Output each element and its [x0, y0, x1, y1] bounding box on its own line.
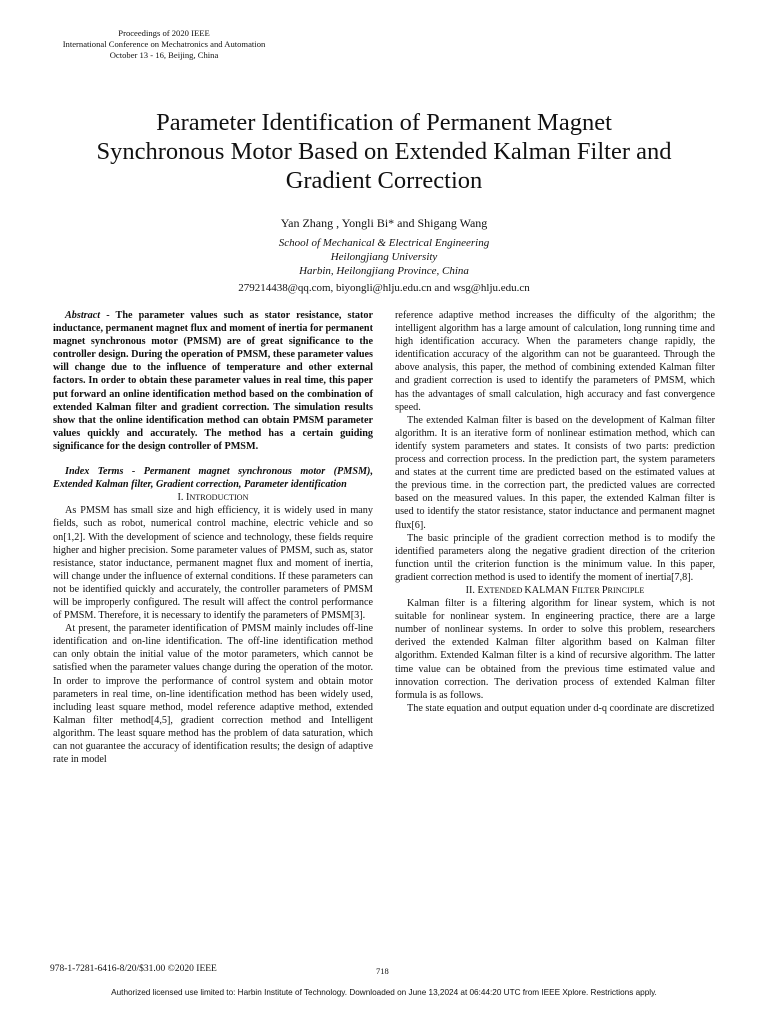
section-heading-ekf: II. EXTENDED KALMAN FILTER PRINCIPLE: [465, 584, 645, 596]
intro-paragraph-2: At present, the parameter identification of PMSM mainly includes off-line identification and on-line identification. The off-line identification method can only obtain the initial value of the motor parameters, which cannot be satisfied when the parameter values change during the operation of the motor. In order to improve the performance of control system and obtain motor parameters in real time, on-line identification method has been widely used, including least square method, model reference adaptive method, extended Kalman filter method[4,5], gradient correction method and Intelligent algorithm. The least square method has the problem of data saturation, which can not guarantee the accuracy of identification results; the design of adaptive rate in model: [53, 623, 373, 766]
title-line-2: Synchronous Motor Based on Extended Kalman Filter and: [96, 138, 672, 165]
copyright-isbn: 978-1-7281-6416-8/20/$31.00 ©2020 IEEE: [50, 964, 217, 974]
affiliation: [40, 236, 728, 278]
conference-info: [40, 28, 288, 61]
page-number: 718: [376, 966, 389, 976]
license-notice: Authorized licensed use limited to: Harbin Institute of Technology. Downloaded on June 13,2024 at 06:44:20 UTC from IEEE Xplore. Restrictions apply.: [111, 988, 657, 997]
affiliation-city: Harbin, Heilongjiang Province, China: [299, 265, 469, 277]
intro-paragraph-4: The extended Kalman filter is based on the development of Kalman filter algorithm. It is an iterative form of nonlinear estimation method, which can identify system parameters and states. It consists of two parts: prediction process and correction process. In the prediction part, the system parameters and states at the current time are predicted based on the estimated values at the previous time. in the correction part, the predicted values are corrected based on the measured values. In this paper, the extended Kalman filter is used to identify the stator resistance, stator inductance and permanent magnet flux[6].: [395, 414, 715, 531]
affiliation-school: School of Mechanical & Electrical Engineering: [278, 237, 490, 249]
conference-line-2: International Conference on Mechatronics and Automation: [62, 39, 266, 49]
index-terms: Index Terms - Permanent magnet synchronous motor (PMSM), Extended Kalman filter, Gradient correction, Parameter identification: [53, 466, 373, 491]
paper-title: [40, 108, 728, 195]
intro-paragraph-3: reference adaptive method increases the difficulty of the algorithm; the intelligent algorithm has a large amount of calculation, long running time and high identification accuracy. When the parameters change rapidly, the identification accuracy of the algorithm can not be guaranteed. Through the above analysis, this paper, the method of combining extended Kalman filter and gradient correction is used to identify the parameters of PMSM, which has the advantages of small calculation, high accuracy and fast convergence speed.: [395, 310, 715, 413]
title-line-1: Parameter Identification of Permanent Magnet: [156, 109, 612, 136]
intro-paragraph-1: As PMSM has small size and high efficiency, it is widely used in many fields, such as robot, numerical control machine, electric vehicle and so on[1,2]. With the development of science and technology, these fields require higher and higher precision. Some parameter values of PMSM, such as, stator resistance, stator inductance, permanent magnet flux and moment of inertia, will change under the influence of external conditions. If these parameters can not be identified quickly and accurately, the controller parameters of PMSM will be improperly configured. The result will affect the control performance of PMSM. Therefore, it is necessary to identify the parameters of PMSM[3].: [53, 505, 373, 622]
ekf-paragraph-2: The state equation and output equation under d-q coordinate are discretized: [407, 702, 715, 714]
abstract: [53, 309, 373, 453]
conference-line-3: October 13 - 16, Beijing, China: [109, 50, 219, 60]
abstract-label: Abstract: [65, 310, 101, 321]
ekf-paragraph-1: Kalman filter is a filtering algorithm for linear system, which is not suitable for nonlinear system. In engineering practice, there are a large number of nonlinear systems. In order to solve this problem, researchers derived the extended Kalman filter algorithm based on Kalman filter algorithm. Extended Kalman filter is a kind of recursive algorithm. The latter time value can be obtained from the previous time estimated value and innovation correction. The derivation process of extended Kalman filter formula is as follows.: [395, 598, 715, 701]
left-column: [53, 309, 373, 766]
author-list: Yan Zhang , Yongli Bi* and Shigang Wang: [280, 216, 488, 230]
conference-line-1: Proceedings of 2020 IEEE: [118, 28, 210, 38]
intro-paragraph-5: The basic principle of the gradient correction method is to modify the identified parameters along the negative gradient direction of the criterion function until the criterion function is the minimum value. In this paper, gradient correction method is used to identify the moment of inertia[7,8].: [395, 532, 715, 583]
abstract-text: - The parameter values such as stator resistance, stator inductance, permanent magnet flux and moment of inertia for permanent magnet synchronous motor (PMSM) are of great significance to the controller design. During the operation of PMSM, these parameter values will change due to the influence of temperature and other external factors. In order to obtain these parameter values in real time, this paper put forward an online identification method based on the combination of extended Kalman filter and gradient correction. The simulation results show that the online identification method can obtain PMSM parameter values quickly and accurately. The method has a certain guiding significance for the design controller of PMSM.: [53, 310, 373, 452]
right-column: [395, 309, 715, 715]
author-emails: 279214438@qq.com, biyongli@hlju.edu.cn and wsg@hlju.edu.cn: [238, 282, 530, 294]
section-heading-introduction: I. INTRODUCTION: [177, 492, 249, 504]
title-line-3: Gradient Correction: [285, 167, 483, 194]
affiliation-university: Heilongjiang University: [330, 251, 438, 263]
